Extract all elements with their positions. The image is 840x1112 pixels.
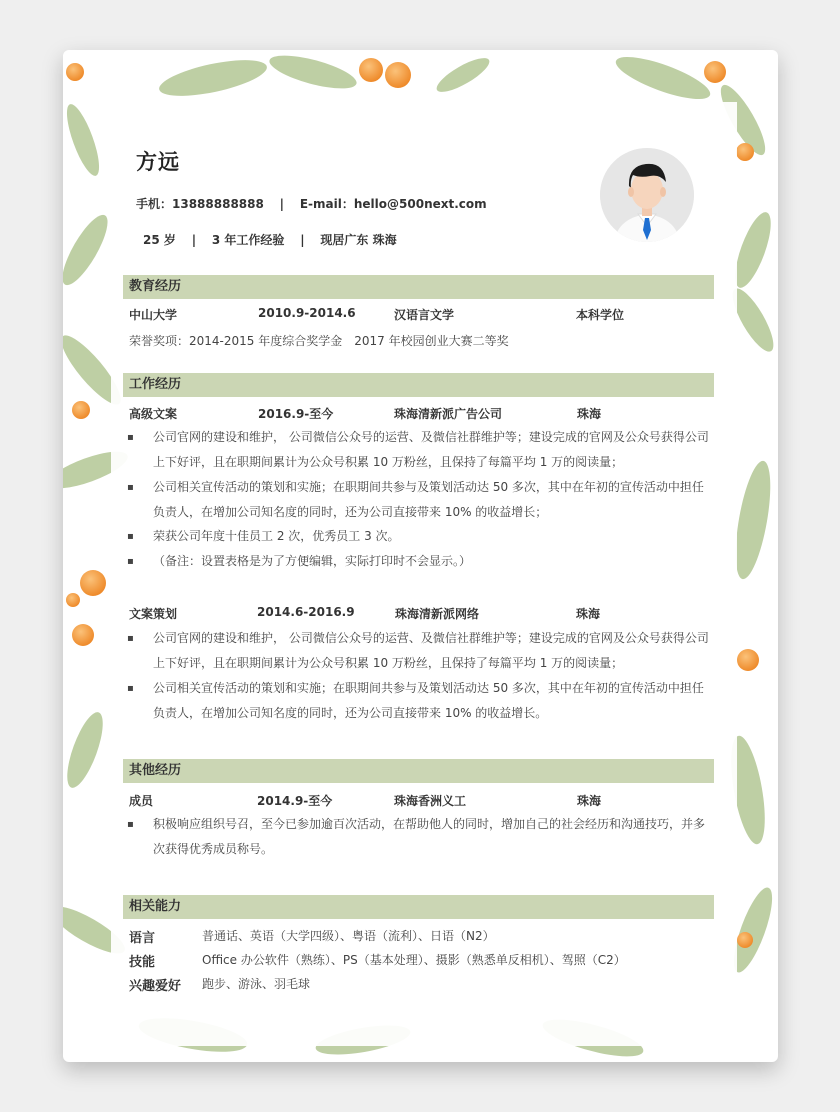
avatar: [600, 148, 694, 242]
section-skills-header: 相关能力: [123, 895, 714, 919]
degree: 本科学位: [576, 308, 625, 322]
skill-key: 技能: [129, 955, 156, 970]
separator: |: [300, 233, 305, 247]
job-role: 高级文案: [129, 407, 178, 421]
skill-value: Office 办公软件（熟练）、PS（基本处理）、摄影（熟悉单反相机）、驾照（C2）: [202, 953, 626, 967]
major: 汉语言文学: [394, 308, 455, 322]
skill-key: 语言: [129, 931, 156, 946]
skill-value: 跑步、游泳、羽毛球: [202, 977, 311, 991]
separator: |: [191, 233, 197, 247]
skill-value: 普通话、英语（大学四级）、粤语（流利）、日语（N2）: [202, 929, 495, 943]
section-work-header: 工作经历: [123, 373, 714, 397]
education-period: 2010.9-2014.6: [258, 306, 356, 320]
other-role: 成员: [129, 794, 154, 808]
candidate-name: 方远: [136, 150, 180, 174]
job-period: 2016.9-至今: [258, 407, 334, 421]
experience-years: 3 年工作经验: [211, 233, 285, 247]
contact-line: [136, 195, 487, 212]
phone: 手机：13888888888: [136, 197, 264, 211]
job-role: 文案策划: [129, 607, 178, 621]
bullet-icon: ▪: [127, 819, 134, 830]
bullet-icon: ▪: [127, 633, 134, 644]
bullet-icon: ▪: [127, 556, 134, 567]
section-education-header: 教育经历: [123, 275, 714, 299]
separator: |: [279, 197, 285, 211]
section-other-header: 其他经历: [123, 759, 714, 783]
job-company: 珠海清新派广告公司: [394, 407, 503, 421]
school: 中山大学: [129, 308, 178, 322]
location: 现居广东 珠海: [320, 233, 397, 247]
job-city: 珠海: [576, 607, 601, 621]
honors: 荣誉奖项：2014-2015 年度综合奖学金 2017 年校园创业大赛二等奖: [129, 334, 509, 348]
other-city: 珠海: [577, 794, 602, 808]
bullet-icon: ▪: [127, 531, 134, 542]
job-period: 2014.6-2016.9: [257, 605, 355, 619]
resume-page: 方远 手机：13888888888 | E-mail：hello@500next.com 25 岁 | 3 年工作经验 | 现居广东 珠海 教育经历 中山大学 2010.9-2014.6 汉语言文学 本科学位 荣誉奖项：2014-2015 年度综合奖学金 2017 年校园创业大赛二等奖 工作经历 高级文案 2016.9-至今 珠海清新派广告公司 珠海 ▪ 公司官网的建设和维护， 公司微信公众号的运营、及微信社群维护等；建设完成的官网及公众号获得公司上下好评，且在职期间累计为公众号积累 10 万粉丝，且保持了每篇平均 1 万的阅读量； ▪ 公司相关宣传活动的策划和实施；在职期间共参与及策划活动达 50 多次，其中在年初的宣传活动中担任负责人，在增加公司知名度的同时，还为公司直接带来 10% 的收益增长； ▪ 荣获公司年度十佳员工 2 次，优秀员工 3 次。 ▪ （备注：设置表格是为了方便编辑，实际打印时不会显示。） 文案策划 2014.6-2016.9 珠海清新派网络 珠海 ▪ 公司官网的建设和维护， 公司微信公众号的运营、及微信社群维护等；建设完成的官网及公众号获得公司上下好评，且在职期间累计为公众号积累 10 万粉丝，且保持了每篇平均 1 万的阅读量； ▪ 公司相关宣传活动的策划和实施；在职期间共参与及策划活动达 50 多次，其中在年初的宣传活动中担任负责人，在增加公司知名度的同时，还为公司直接带来 10% 的收益增长。 其他经历 成员 2014.9-至今 珠海香洲义工 珠海 ▪ 积极响应组织号召，至今已参加逾百次活动，在帮助他人的同时，增加自己的社会经历和沟通技巧，并多次获得优秀成员称号。 相关能力 语言 普通话、英语（大学四级）、粤语（流利）、日语（N2） 技能 Office 办公软件（熟练）、PS（基本处理）、摄影（熟悉单反相机）、驾照（C2） 兴趣爱好 跑步、游泳、羽毛球: [63, 50, 778, 1062]
basic-info-line: [143, 231, 397, 248]
bullet-icon: ▪: [127, 432, 134, 443]
other-org: 珠海香洲义工: [394, 794, 467, 808]
skill-key: 兴趣爱好: [129, 979, 182, 994]
bullet-icon: ▪: [127, 683, 134, 694]
other-period: 2014.9-至今: [257, 794, 333, 808]
job-company: 珠海清新派网络: [395, 607, 480, 621]
job-city: 珠海: [577, 407, 602, 421]
person-avatar-icon: [600, 148, 694, 242]
age: 25 岁: [143, 233, 176, 247]
bullet-icon: ▪: [127, 482, 134, 493]
email: E-mail：hello@500next.com: [299, 197, 487, 211]
